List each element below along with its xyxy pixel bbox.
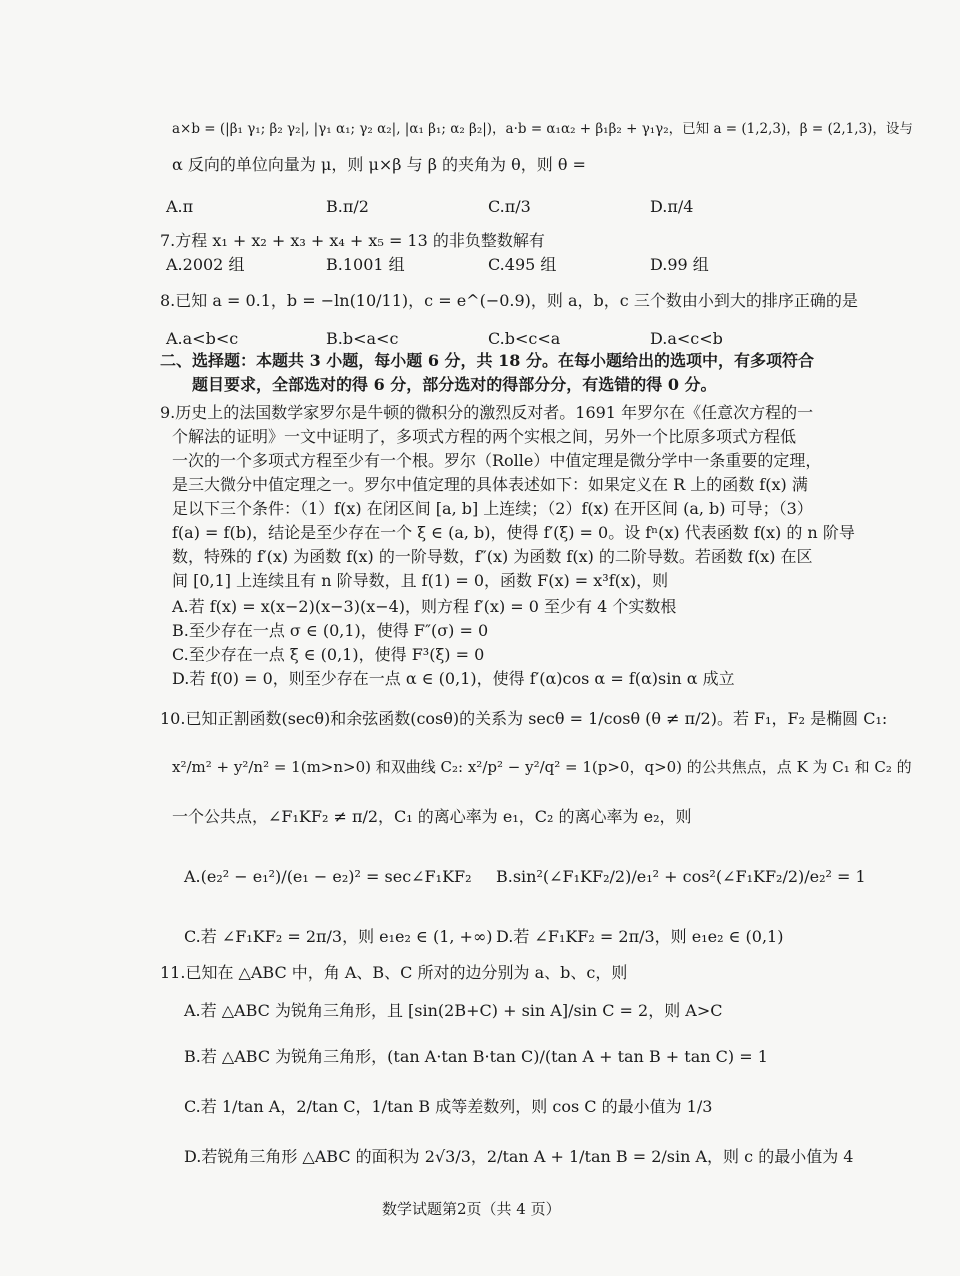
q7-option-d: D.99 组	[650, 255, 709, 274]
q9-line-1: 9.历史上的法国数学家罗尔是牛顿的微积分的激烈反对者。1691 年罗尔在《任意次方程的一	[160, 403, 814, 422]
q7-stem: 7.方程 x₁ + x₂ + x₃ + x₄ + x₅ = 13 的非负整数解有	[160, 231, 545, 250]
q9-option-b: B.至少存在一点 σ ∈ (0,1)，使得 F″(σ) = 0	[172, 621, 489, 640]
q9-line-2: 个解法的证明》一文中证明了，多项式方程的两个实根之间，另外一个比原多项式方程低	[172, 427, 797, 446]
q11-option-a: A.若 △ABC 为锐角三角形，且 [sin(2B+C) + sin A]/sin C = 2，则 A>C	[184, 1001, 723, 1020]
q7-option-c: C.495 组	[488, 255, 557, 274]
q10-line-3: 一个公共点，∠F₁KF₂ ≠ π/2，C₁ 的离心率为 e₁，C₂ 的离心率为 e₂，则	[172, 807, 692, 826]
q10-option-b: B.sin²(∠F₁KF₂/2)/e₁² + cos²(∠F₁KF₂/2)/e₂² = 1	[496, 867, 866, 886]
q6-line-2: α 反向的单位向量为 μ，则 μ×β 与 β 的夹角为 θ，则 θ =	[172, 155, 586, 174]
q6-option-a: A.π	[166, 197, 194, 216]
q8-option-d: D.a<c<b	[650, 329, 723, 348]
q8-option-b: B.b<a<c	[326, 329, 399, 348]
q10-line-1: 10.已知正割函数(secθ)和余弦函数(cosθ)的关系为 secθ = 1/cosθ (θ ≠ π/2)。若 F₁，F₂ 是椭圆 C₁:	[160, 709, 888, 728]
q8-stem: 8.已知 a = 0.1，b = −ln(10/11)，c = e^(−0.9)，则 a，b，c 三个数由小到大的排序正确的是	[160, 291, 858, 310]
q10-option-a: A.(e₂² − e₁²)/(e₁ − e₂)² = sec∠F₁KF₂	[184, 867, 472, 886]
q9-line-7: 数，特殊的 f′(x) 为函数 f(x) 的一阶导数，f″(x) 为函数 f(x) 的二阶导数。若函数 f(x) 在区	[172, 547, 813, 566]
page-footer: 数学试题第2页（共 4 页）	[382, 1200, 561, 1218]
q9-line-5: 足以下三个条件：（1）f(x) 在闭区间 [a, b] 上连续；（2）f(x) 在开区间 (a, b) 可导；（3）	[172, 499, 813, 518]
q7-option-a: A.2002 组	[166, 255, 245, 274]
q11-stem: 11.已知在 △ABC 中，角 A、B、C 所对的边分别为 a、b、c，则	[160, 963, 628, 982]
q9-line-8: 间 [0,1] 上连续且有 n 阶导数，且 f(1) = 0，函数 F(x) = x³f(x)，则	[172, 571, 669, 590]
q6-line-1: a×b = (|β₁ γ₁; β₂ γ₂|, |γ₁ α₁; γ₂ α₂|, |α₁ β₁; α₂ β₂|)，a·b = α₁α₂ + β₁β₂ + γ₁γ₂，已知 a = (1,2,3)，β = (2,1,3)，设与	[172, 121, 913, 137]
q6-option-c: C.π/3	[488, 197, 531, 216]
q9-option-c: C.至少存在一点 ξ ∈ (0,1)，使得 F³(ξ) = 0	[172, 645, 485, 664]
q10-line-2: x²/m² + y²/n² = 1(m>n>0) 和双曲线 C₂: x²/p² − y²/q² = 1(p>0，q>0) 的公共焦点，点 K 为 C₁ 和 C₂ 的	[172, 758, 912, 776]
q8-option-a: A.a<b<c	[166, 329, 239, 348]
q6-option-d: D.π/4	[650, 197, 694, 216]
q9-line-6: f(a) = f(b)，结论是至少存在一个 ξ ∈ (a, b)，使得 f′(ξ) = 0。设 fⁿ(x) 代表函数 f(x) 的 n 阶导	[172, 523, 855, 542]
q9-line-3: 一次的一个多项式方程至少有一个根。罗尔（Rolle）中值定理是微分学中一条重要的定理，	[172, 451, 822, 470]
q10-option-c: C.若 ∠F₁KF₂ = 2π/3，则 e₁e₂ ∈ (1, +∞)	[184, 927, 493, 946]
q9-option-a: A.若 f(x) = x(x−2)(x−3)(x−4)，则方程 f′(x) = 0 至少有 4 个实数根	[172, 597, 677, 616]
q11-option-c: C.若 1/tan A，2/tan C，1/tan B 成等差数列，则 cos C 的最小值为 1/3	[184, 1097, 713, 1116]
q9-option-d: D.若 f(0) = 0，则至少存在一点 α ∈ (0,1)，使得 f′(α)cos α = f(α)sin α 成立	[172, 669, 735, 688]
q11-option-d: D.若锐角三角形 △ABC 的面积为 2√3/3，2/tan A + 1/tan B = 2/sin A，则 c 的最小值为 4	[184, 1147, 854, 1166]
q7-option-b: B.1001 组	[326, 255, 405, 274]
section-2-heading-line-1: 二、选择题：本题共 3 小题，每小题 6 分，共 18 分。在每小题给出的选项中，有多项符合	[160, 351, 814, 370]
q9-line-4: 是三大微分中值定理之一。罗尔中值定理的具体表述如下：如果定义在 R 上的函数 f(x) 满	[172, 475, 808, 494]
q10-option-d: D.若 ∠F₁KF₂ = 2π/3，则 e₁e₂ ∈ (0,1)	[496, 927, 784, 946]
q6-option-b: B.π/2	[326, 197, 369, 216]
section-2-heading-line-2: 题目要求，全部选对的得 6 分，部分选对的得部分分，有选错的得 0 分。	[192, 375, 717, 394]
q8-option-c: C.b<c<a	[488, 329, 561, 348]
q11-option-b: B.若 △ABC 为锐角三角形，(tan A·tan B·tan C)/(tan A + tan B + tan C) = 1	[184, 1047, 768, 1066]
